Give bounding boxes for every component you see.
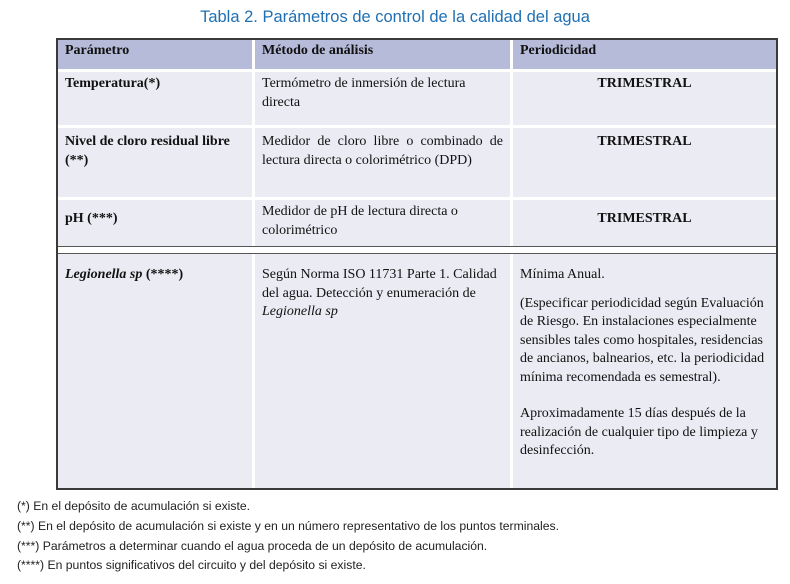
row-temperature-frequency: TRIMESTRAL bbox=[513, 72, 776, 125]
row-chlorine-method: Medidor de cloro libre o combinado de lectura directa o colorimétrico (DPD) bbox=[255, 128, 510, 197]
row-legionella-frequency bbox=[513, 254, 776, 488]
footnote-1: (*) En el depósito de acumulación si existe. bbox=[17, 499, 251, 513]
legionella-frequency-after-cleaning: Aproximadamente 15 días después de la realización de cualquier tipo de limpieza y desinfección. bbox=[520, 406, 758, 458]
row-temperature-parameter: Temperatura(*) bbox=[58, 72, 252, 125]
header-parameter: Parámetro bbox=[58, 40, 252, 69]
row-temperature-method: Termómetro de inmersión de lectura directa bbox=[255, 72, 510, 125]
legionella-name: Legionella sp bbox=[65, 267, 143, 282]
header-frequency: Periodicidad bbox=[513, 40, 776, 69]
row-legionella-parameter bbox=[58, 254, 252, 488]
legionella-method-text: Según Norma ISO 11731 Parte 1. Calidad del agua. Detección y enumeración de bbox=[262, 267, 497, 301]
legionella-frequency-minimum: Mínima Anual. bbox=[520, 267, 605, 282]
table-title: Tabla 2. Parámetros de control de la calidad del agua bbox=[200, 8, 590, 26]
footnote-2: (**) En el depósito de acumulación si existe y en un número representativo de los puntos terminales. bbox=[17, 518, 559, 533]
row-ph-frequency: TRIMESTRAL bbox=[513, 200, 776, 246]
footnote-4: (****) En puntos significativos del circuito y del depósito si existe. bbox=[17, 558, 366, 573]
row-ph-parameter: pH (***) bbox=[58, 200, 252, 246]
row-chlorine-frequency: TRIMESTRAL bbox=[513, 128, 776, 197]
legionella-method-species: Legionella sp bbox=[262, 304, 338, 319]
row-chlorine-parameter: Nivel de cloro residual libre (**) bbox=[58, 128, 252, 197]
row-legionella-method bbox=[255, 254, 510, 488]
water-quality-table bbox=[56, 38, 778, 490]
footnotes bbox=[17, 497, 777, 576]
header-method: Método de análisis bbox=[255, 40, 510, 69]
footnote-3: (***) Parámetros a determinar cuando el agua proceda de un depósito de acumulación. bbox=[17, 538, 488, 553]
legionella-mark: (****) bbox=[142, 267, 184, 282]
row-ph-method: Medidor de pH de lectura directa o colorimétrico bbox=[255, 200, 510, 246]
legionella-frequency-note: (Especificar periodicidad según Evaluación de Riesgo. En instalaciones especialmente sensibles tales como hospitales, residencias de ancianos, balnearios, etc. la periodicidad mínima recomendada es semestral). bbox=[520, 295, 765, 385]
